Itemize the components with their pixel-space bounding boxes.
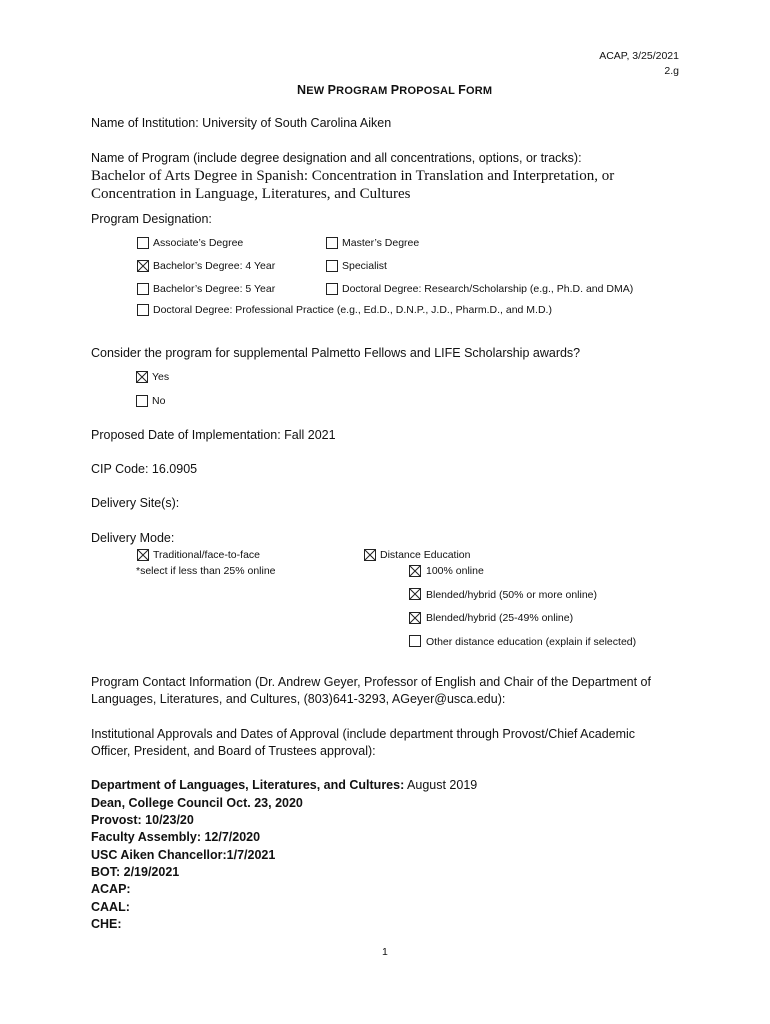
traditional-note: *select if less than 25% online (136, 565, 276, 577)
label-associates: Associate’s Degree (153, 237, 244, 249)
scholarship-question: Consider the program for supplemental Palmetto Fellows and LIFE Scholarship awards? (91, 346, 581, 360)
approval-acap: ACAP: (91, 882, 131, 896)
header-ref-item: 2.g (664, 65, 679, 77)
checked-x-icon (410, 589, 420, 599)
label-distance-education: Distance Education (380, 549, 471, 561)
checkbox-masters[interactable] (326, 237, 338, 249)
delivery-sites-label: Delivery Site(s): (91, 496, 180, 510)
checked-x-icon (410, 613, 420, 623)
label-specialist: Specialist (342, 260, 387, 272)
checked-x-icon (137, 372, 147, 382)
approval-caal: CAAL: (91, 900, 130, 914)
checked-x-icon (138, 261, 148, 271)
approvals-line1: Institutional Approvals and Dates of Approval (include department through Provost/Chief Academic (91, 727, 636, 741)
checkbox-bachelors-5yr[interactable] (137, 283, 149, 295)
checkbox-hybrid-25[interactable] (409, 612, 421, 624)
checkbox-traditional[interactable] (137, 549, 149, 561)
checkbox-doctoral-research[interactable] (326, 283, 338, 295)
checked-x-icon (410, 566, 420, 576)
checkbox-scholarship-yes[interactable] (136, 371, 148, 383)
program-label: Name of Program (include degree designation and all concentrations, options, or tracks): (91, 151, 582, 165)
checkbox-other-distance[interactable] (409, 635, 421, 647)
label-100-online: 100% online (426, 565, 484, 577)
cip-code-line: CIP Code: 16.0905 (91, 462, 198, 476)
label-masters: Master’s Degree (342, 237, 420, 249)
approval-department-date: August 2019 (404, 778, 478, 792)
label-bachelors-5yr: Bachelor’s Degree: 5 Year (153, 283, 276, 295)
checkbox-scholarship-no[interactable] (136, 395, 148, 407)
approval-che: CHE: (91, 917, 122, 931)
label-doctoral-research: Doctoral Degree: Research/Scholarship (e.g., Ph.D. and DMA) (342, 283, 634, 295)
program-name-line1: Bachelor of Arts Degree in Spanish: Concentration in Translation and Interpretation, or (91, 168, 615, 184)
label-scholarship-yes: Yes (152, 371, 170, 383)
designation-label: Program Designation: (91, 212, 212, 226)
header-ref-date: ACAP, 3/25/2021 (599, 50, 679, 62)
delivery-mode-label: Delivery Mode: (91, 531, 175, 545)
label-hybrid-50: Blended/hybrid (50% or more online) (426, 589, 598, 601)
checked-x-icon (365, 550, 375, 560)
approval-faculty-assembly: Faculty Assembly: 12/7/2020 (91, 830, 261, 844)
checkbox-hybrid-50[interactable] (409, 588, 421, 600)
program-name-line2: Concentration in Language, Literatures, and Cultures (91, 186, 411, 202)
page-number: 1 (382, 946, 388, 958)
approval-provost: Provost: 10/23/20 (91, 813, 194, 827)
label-doctoral-professional: Doctoral Degree: Professional Practice (e.g., Ed.D., D.N.P., J.D., Pharm.D., and M.D.) (153, 304, 552, 316)
implementation-line: Proposed Date of Implementation: Fall 2021 (91, 428, 336, 442)
contact-line1: Program Contact Information (Dr. Andrew Geyer, Professor of English and Chair of the Department of (91, 675, 651, 689)
checkbox-100-online[interactable] (409, 565, 421, 577)
approval-department-label: Department of Languages, Literatures, and Cultures: (91, 778, 405, 792)
approval-department (91, 778, 477, 792)
approval-bot: BOT: 2/19/2021 (91, 865, 180, 879)
checkbox-associates[interactable] (137, 237, 149, 249)
label-traditional: Traditional/face-to-face (153, 549, 260, 561)
checkbox-bachelors-4yr[interactable] (137, 260, 149, 272)
checkbox-specialist[interactable] (326, 260, 338, 272)
form-title: NEW PROGRAM PROPOSAL FORM (297, 83, 493, 97)
approval-dean: Dean, College Council Oct. 23, 2020 (91, 796, 303, 810)
institution-line: Name of Institution: University of South Carolina Aiken (91, 116, 392, 130)
label-other-distance: Other distance education (explain if selected) (426, 636, 637, 648)
label-bachelors-4yr: Bachelor’s Degree: 4 Year (153, 260, 276, 272)
checked-x-icon (138, 550, 148, 560)
label-hybrid-25: Blended/hybrid (25-49% online) (426, 612, 574, 624)
approvals-line2: Officer, President, and Board of Trustees approval): (91, 744, 376, 758)
contact-line2: Languages, Literatures, and Cultures, (803)641-3293, AGeyer@usca.edu): (91, 692, 506, 706)
checkbox-distance-education[interactable] (364, 549, 376, 561)
checkbox-doctoral-professional[interactable] (137, 304, 149, 316)
label-scholarship-no: No (152, 395, 166, 407)
approval-chancellor: USC Aiken Chancellor:1/7/2021 (91, 848, 276, 862)
